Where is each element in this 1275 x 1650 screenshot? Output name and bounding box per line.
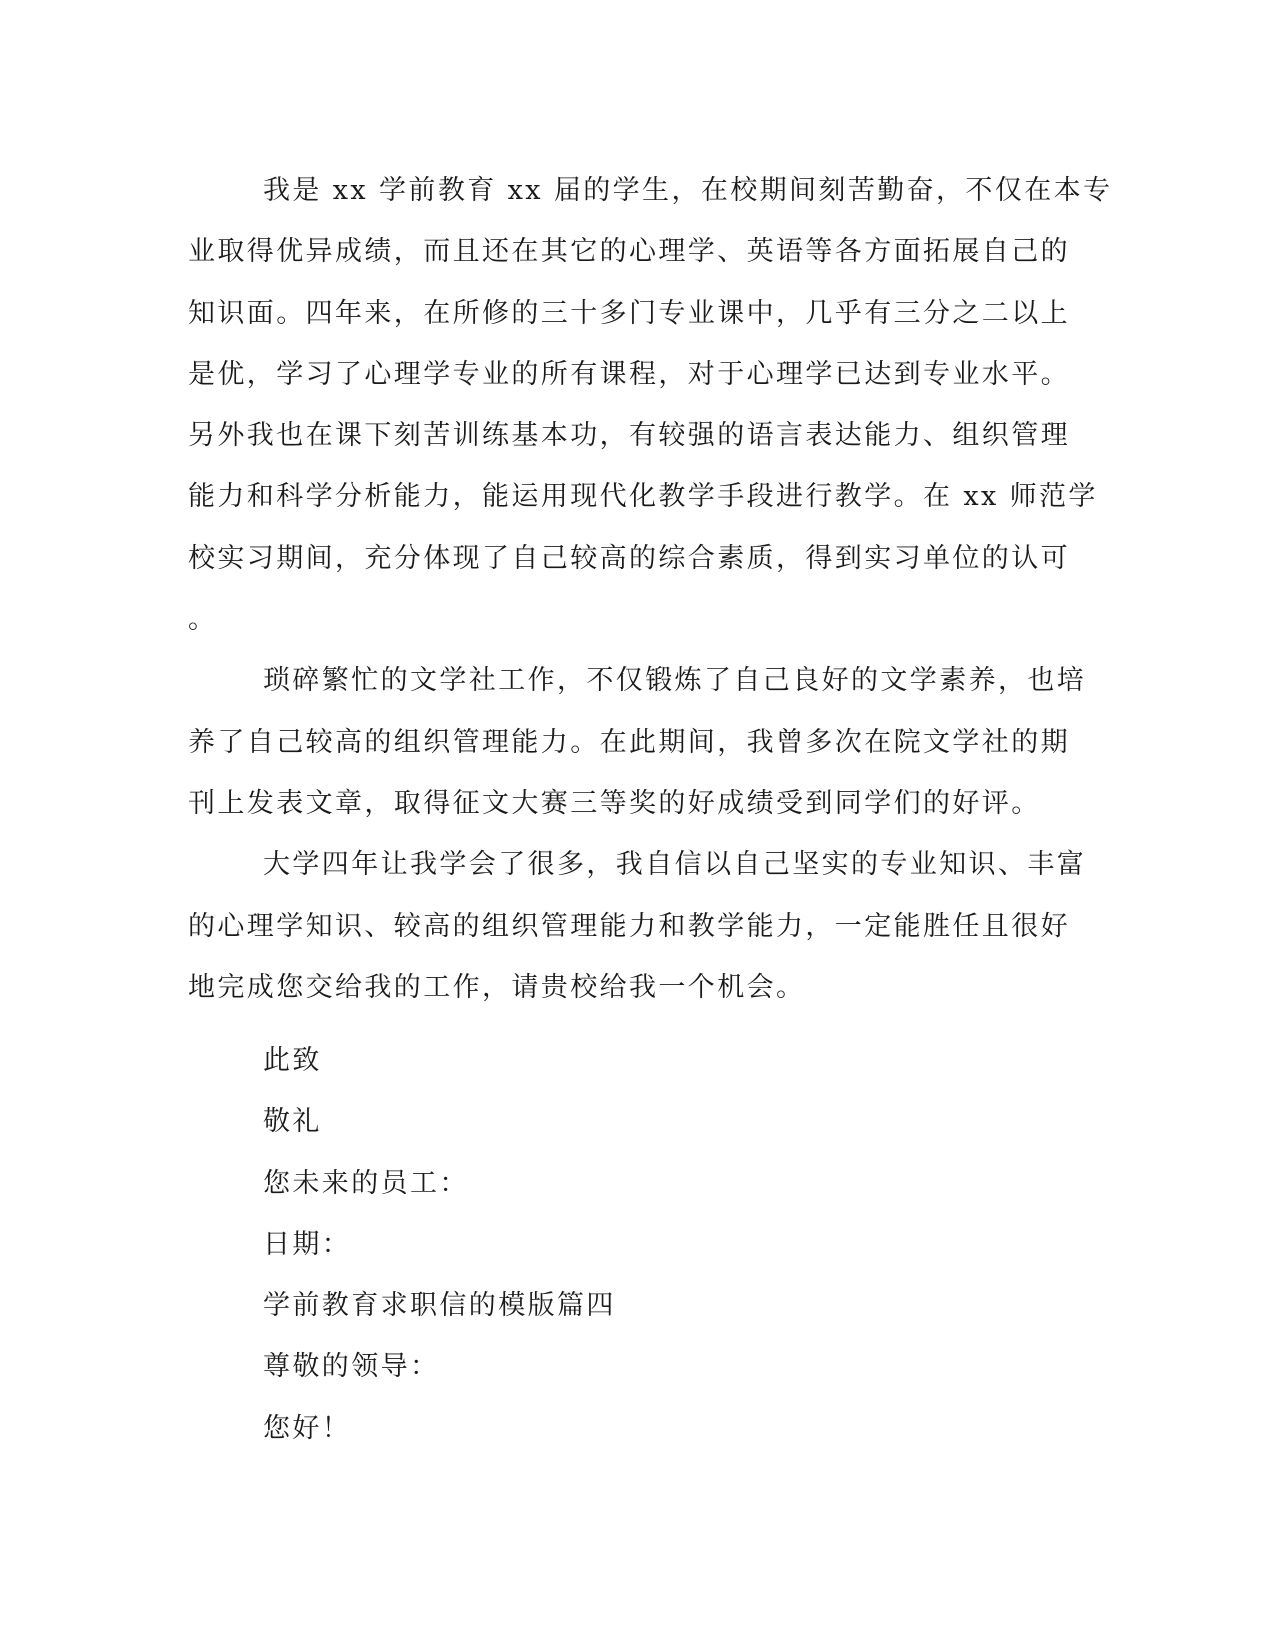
signature-line: 您未来的员工：: [263, 1167, 469, 1199]
paragraph-2-line-2: 养了自己较高的组织管理能力。在此期间，我曾多次在院文学社的期: [188, 726, 1070, 758]
next-section-title: 学前教育求职信的模版篇四: [263, 1290, 616, 1322]
letter-closing: [263, 1030, 616, 1459]
paragraph-1-line-1: 我是 xx 学前教育 xx 届的学生，在校期间刻苦勤奋，不仅在本专: [263, 175, 1113, 206]
date-line: 日期：: [263, 1228, 352, 1260]
paragraph-1-line-3: 知识面。四年来，在所修的三十多门专业课中，几乎有三分之二以上: [188, 297, 1070, 329]
paragraph-1-line-2: 业取得优异成绩，而且还在其它的心理学、英语等各方面拓展自己的: [188, 236, 1070, 268]
paragraph-1-line-8: 。: [188, 604, 215, 636]
next-hello: 您好！: [263, 1412, 352, 1444]
salutation-1: 此致: [263, 1045, 322, 1076]
paragraph-3-line-1: 大学四年让我学会了很多，我自信以自己坚实的专业知识、丰富: [263, 849, 1087, 881]
salutation-2: 敬礼: [263, 1106, 322, 1138]
paragraph-2-line-3: 刊上发表文章，取得征文大赛三等奖的好成绩受到同学们的好评。: [188, 787, 1041, 819]
paragraph-3-line-2: 的心理学知识、较高的组织管理能力和教学能力，一定能胜任且很好: [188, 910, 1070, 942]
paragraph-3-line-3: 地完成您交给我的工作，请贵校给我一个机会。: [188, 971, 806, 1003]
paragraph-1-line-5: 另外我也在课下刻苦训练基本功，有较强的语言表达能力、组织管理: [188, 420, 1070, 452]
letter-body: [188, 160, 1113, 1018]
paragraph-1-line-6: 能力和科学分析能力，能运用现代化教学手段进行教学。在 xx 师范学: [188, 481, 1098, 513]
paragraph-1-line-7: 校实习期间，充分体现了自己较高的综合素质，得到实习单位的认可: [188, 542, 1070, 574]
paragraph-1-line-4: 是优，学习了心理学专业的所有课程，对于心理学已达到专业水平。: [188, 358, 1070, 390]
paragraph-2-line-1: 琐碎繁忙的文学社工作，不仅锻炼了自己良好的文学素养，也培: [263, 665, 1087, 697]
next-greeting: 尊敬的领导：: [263, 1351, 440, 1383]
